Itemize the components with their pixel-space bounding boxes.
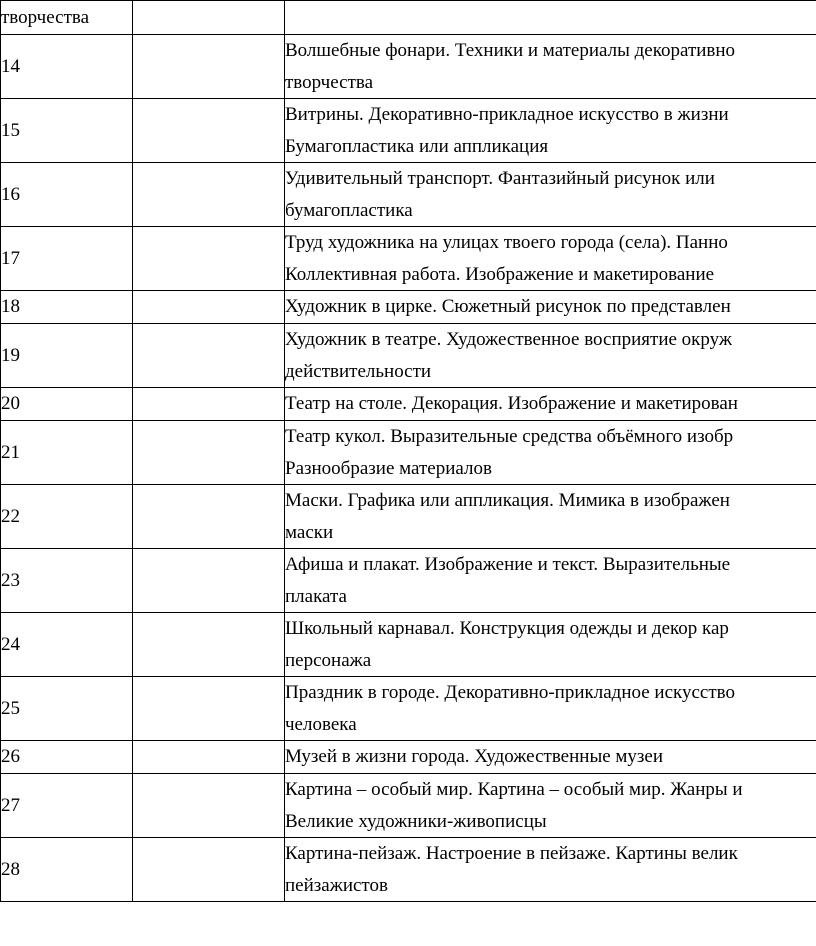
lesson-topic-line: Музей в жизни города. Художественные музеи bbox=[285, 746, 664, 768]
lesson-topic-line: творчества bbox=[285, 71, 374, 93]
table-row bbox=[1, 163, 816, 227]
lesson-topic-line: персонажа bbox=[285, 649, 372, 671]
lesson-topic-line: Волшебные фонари. Техники и материалы декоративно bbox=[285, 40, 736, 61]
lesson-number: 19 bbox=[1, 324, 133, 388]
lesson-topic bbox=[285, 291, 816, 324]
lesson-number: 20 bbox=[1, 388, 133, 421]
lesson-topic-line: Афиша и плакат. Изображение и текст. Выразительные bbox=[285, 554, 731, 575]
table-row bbox=[1, 838, 816, 902]
empty-cell bbox=[133, 227, 285, 291]
lesson-number: 17 bbox=[1, 227, 133, 291]
lesson-topic bbox=[285, 99, 816, 163]
lesson-number: 27 bbox=[1, 774, 133, 838]
empty-cell bbox=[133, 35, 285, 99]
lesson-topic-line: Удивительный транспорт. Фантазийный рисунок или bbox=[285, 168, 715, 189]
lesson-topic bbox=[285, 324, 816, 388]
lesson-number: 26 bbox=[1, 741, 133, 774]
empty-cell bbox=[133, 549, 285, 613]
lesson-topic-line: Театр на столе. Декорация. Изображение и макетирован bbox=[285, 393, 738, 415]
lesson-topic-line: действительности bbox=[285, 360, 432, 382]
lesson-topic-line: Праздник в городе. Декоративно-прикладное искусство bbox=[285, 682, 735, 703]
table-row bbox=[1, 227, 816, 291]
lesson-topic-line: Школьный карнавал. Конструкция одежды и декор кар bbox=[285, 618, 729, 639]
empty-cell bbox=[133, 741, 285, 774]
lesson-number: 14 bbox=[1, 35, 133, 99]
lesson-number: 24 bbox=[1, 613, 133, 677]
table-row bbox=[1, 388, 816, 421]
table-row-continuation bbox=[1, 1, 816, 35]
empty-cell bbox=[133, 324, 285, 388]
empty-cell bbox=[133, 388, 285, 421]
empty-cell bbox=[133, 99, 285, 163]
lesson-topic bbox=[285, 774, 816, 838]
lesson-topic bbox=[285, 421, 816, 485]
lesson-topic bbox=[285, 227, 816, 291]
lesson-number: 18 bbox=[1, 291, 133, 324]
lesson-topic-line: Картина – особый мир. Картина – особый мир. Жанры и bbox=[285, 779, 743, 800]
lesson-number: 28 bbox=[1, 838, 133, 902]
lesson-number: 15 bbox=[1, 99, 133, 163]
lesson-number: 16 bbox=[1, 163, 133, 227]
lesson-topic-line: Великие художники-живописцы bbox=[285, 810, 547, 832]
lesson-topic bbox=[285, 163, 816, 227]
empty-cell bbox=[133, 485, 285, 549]
empty-cell bbox=[133, 838, 285, 902]
table-row bbox=[1, 324, 816, 388]
lesson-topic-line: Художник в цирке. Сюжетный рисунок по представлен bbox=[285, 296, 731, 318]
lesson-topic-line: Труд художника на улицах твоего города (села). Панно bbox=[285, 232, 728, 253]
lesson-topic bbox=[285, 741, 816, 774]
table-row bbox=[1, 99, 816, 163]
continuation-text: творчества bbox=[1, 1, 133, 35]
empty-cell bbox=[133, 291, 285, 324]
table-row bbox=[1, 485, 816, 549]
empty-cell bbox=[133, 421, 285, 485]
empty-cell bbox=[133, 163, 285, 227]
table-row bbox=[1, 774, 816, 838]
lesson-topic-line: Художник в театре. Художественное восприятие окруж bbox=[285, 329, 733, 350]
lesson-topic-line: Маски. Графика или аппликация. Мимика в изображен bbox=[285, 490, 730, 511]
lesson-topic bbox=[285, 838, 816, 902]
lesson-number: 21 bbox=[1, 421, 133, 485]
lesson-number: 25 bbox=[1, 677, 133, 741]
lesson-topic-line: маски bbox=[285, 521, 334, 543]
empty-cell bbox=[133, 677, 285, 741]
table-row bbox=[1, 677, 816, 741]
lesson-topic-line: Бумагопластика или аппликация bbox=[285, 135, 549, 157]
lesson-topic-line: Театр кукол. Выразительные средства объёмного изобр bbox=[285, 426, 734, 447]
lesson-topic-line: бумагопластика bbox=[285, 199, 413, 221]
lesson-topic bbox=[285, 677, 816, 741]
lesson-topic-line: Витрины. Декоративно-прикладное искусство в жизни bbox=[285, 104, 729, 125]
lesson-topic-line: Коллективная работа. Изображение и макетирование bbox=[285, 263, 715, 285]
table-row bbox=[1, 549, 816, 613]
lesson-topic-line: плаката bbox=[285, 585, 347, 607]
table-row bbox=[1, 741, 816, 774]
table-row bbox=[1, 291, 816, 324]
lesson-topic-line: человека bbox=[285, 713, 357, 735]
empty-cell bbox=[133, 613, 285, 677]
lesson-topic bbox=[285, 35, 816, 99]
table-row bbox=[1, 421, 816, 485]
lesson-number: 23 bbox=[1, 549, 133, 613]
lesson-number: 22 bbox=[1, 485, 133, 549]
empty-cell bbox=[133, 1, 285, 35]
table-row bbox=[1, 35, 816, 99]
empty-cell bbox=[133, 774, 285, 838]
lesson-topic-line: Разнообразие материалов bbox=[285, 457, 492, 479]
empty-cell bbox=[285, 1, 816, 35]
lesson-topic bbox=[285, 485, 816, 549]
lesson-topic bbox=[285, 549, 816, 613]
lesson-topic-line: Картина-пейзаж. Настроение в пейзаже. Картины велик bbox=[285, 843, 738, 864]
lesson-plan-body bbox=[1, 1, 816, 902]
lesson-topic bbox=[285, 388, 816, 421]
lesson-topic-line: пейзажистов bbox=[285, 874, 388, 896]
lesson-topic bbox=[285, 613, 816, 677]
table-row bbox=[1, 613, 816, 677]
